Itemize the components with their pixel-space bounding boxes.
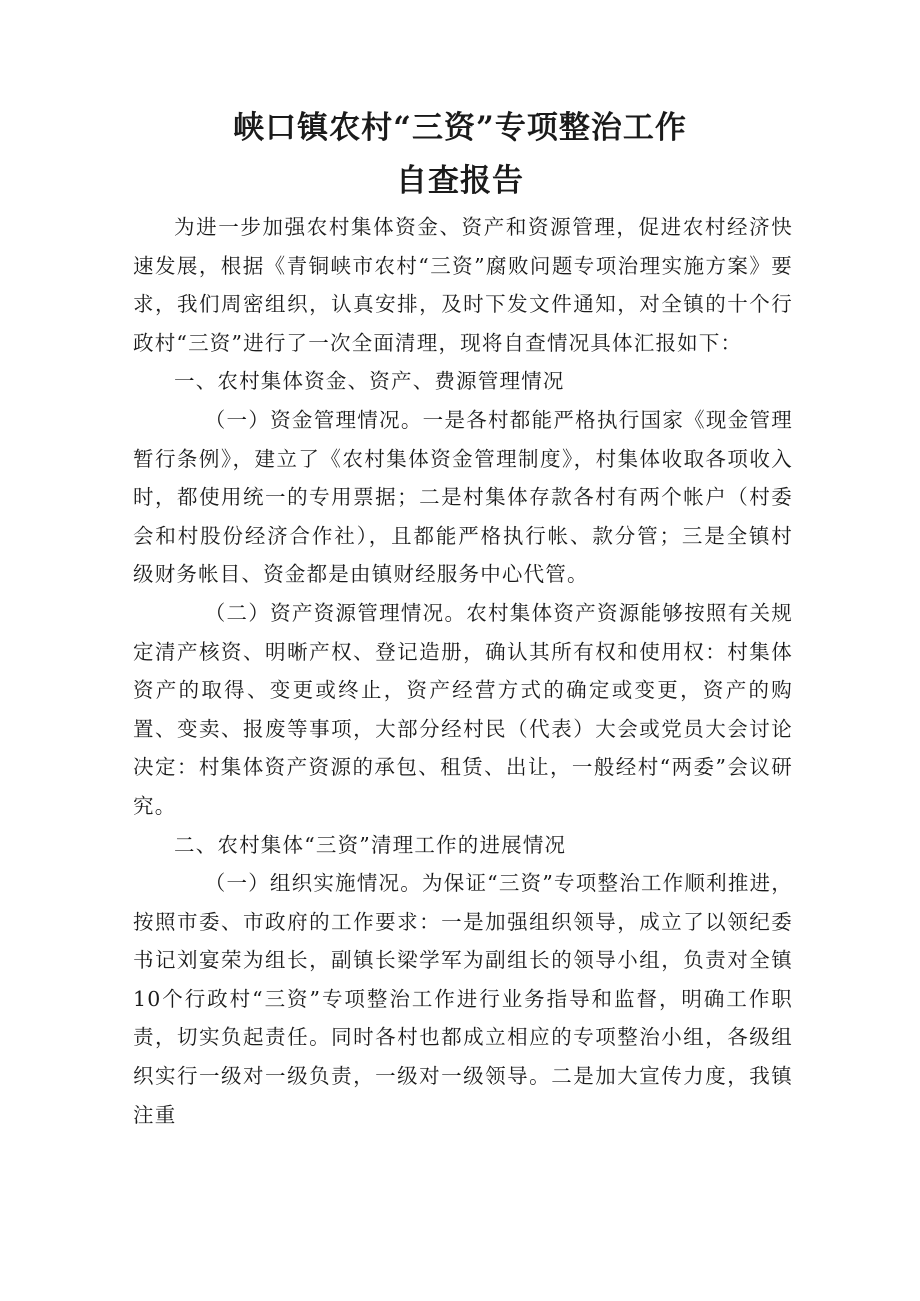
subsection-assets-paragraph: （二）资产资源管理情况。农村集体资产资源能够按照有关规定清产核资、明晰产权、登记造册，确认其所有权和使用权：村集体资产的取得、变更或终止，资产经营方式的确定或变更，资产的购置、变卖、报废等事项，大部分经村民（代表）大会或党员大会讨论决定：村集体资产资源的承包、租赁、出让，一般经村“两委”会议研究。 (133, 600, 793, 818)
section-heading-2: 二、农村集体“三资”清理工作的进展情况 (174, 832, 567, 857)
subsection-funds-paragraph: （一）资金管理情况。一是各村都能严格执行国家《现金管理暂行条例》，建立了《农村集体资金管理制度》，村集体收取各项收入时，都使用统一的专用票据；二是村集体存款各村有两个帐户（村委会和村股份经济合作社），且都能严格执行帐、款分管；三是全镇村级财务帐目、资金都是由镇财经服务中心代管。 (133, 407, 793, 587)
document-title-line2: 自查报告 (396, 163, 524, 199)
document-title-line1: 峡口镇农村“三资”专项整治工作 (233, 110, 687, 146)
section-heading-1: 一、农村集体资金、资产、费源管理情况 (174, 369, 565, 394)
intro-paragraph: 为进一步加强农村集体资金、资产和资源管理，促进农村经济快速发展，根据《青铜峡市农村“三资”腐败问题专项治理实施方案》要求，我们周密组织，认真安排，及时下发文件通知，对全镇的十个行政村“三资”进行了一次全面清理，现将自查情况具体汇报如下： (133, 215, 793, 355)
document-body (133, 208, 793, 1134)
subsection-organization-paragraph: （一）组织实施情况。为保证“三资”专项整治工作顺利推进，按照市委、市政府的工作要求：一是加强组织领导，成立了以领纪委书记刘宴荣为组长，副镇长梁学军为副组长的领导小组，负责对全镇10个行政村“三资”专项整治工作进行业务指导和监督，明确工作职责，切实负起责任。同时各村也都成立相应的专项整治小组，各级组织实行一级对一级负责，一级对一级领导。二是加大宣传力度，我镇注重 (133, 871, 793, 1127)
